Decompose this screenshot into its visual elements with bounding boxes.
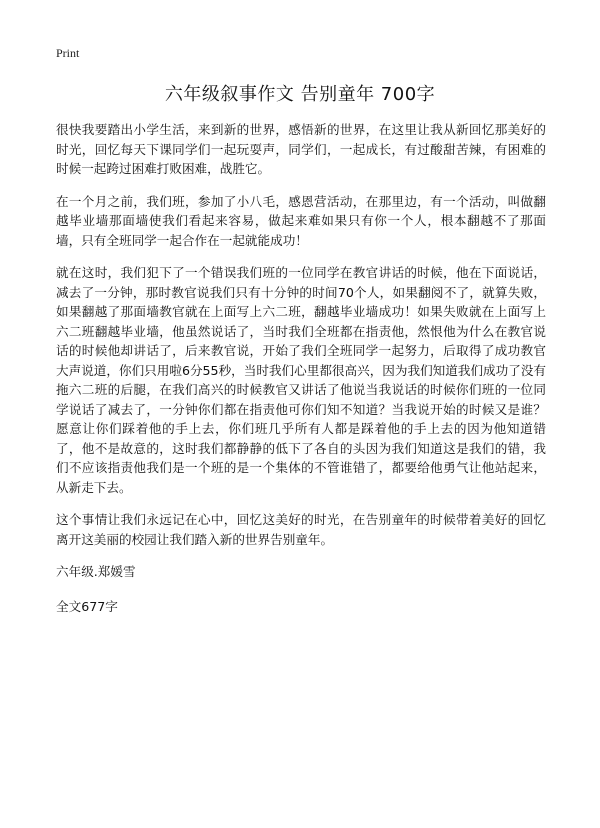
author-signature: 六年级.郑媛雪: [56, 564, 136, 579]
word-count: 全文677字: [56, 598, 118, 614]
article-paragraph: 就在这时，我们犯下了一个错误我们班的一位同学在教官讲话的时候，他在下面说话，减去了一分钟，那时教官说我们只有十分钟的时间70个人，如果翻阅不了，就算失败，如果翻越了那面墙教官就在上面写上六二班，翻越毕业墙成功！如果失败就在上面写上六二班翻越毕业墙，他虽然说话了，当时我们全班都在指责他，然恨他为什么在教官说话的时候他却讲话了，后来教官说，开始了我们全班同学一起努力，后取得了成功教官大声说道，你们只用啦6分55秒，当时我们心里都很高兴，因为我们知道我们成功了没有拖六二班的后腿，在我们高兴的时候教官又讲话了他说当我说话的时候你们班的一位同学说话了减去了，一分钟你们都在指责他可你们知不知道？当我说开始的时候又是谁？愿意让你们踩着他的手上去，你们班几乎所有人都是踩着他的手上去的因为他知道错了，他不是故意的，这时我们都静静的低下了各自的头因为我们知道这是我们的错，我们不应该指责他我们是一个班的是一个集体的不管谁错了，都要给他勇气让他站起来，从新走下去。: [56, 265, 547, 495]
article-title: 六年级叙事作文 告别童年 700字: [164, 84, 436, 105]
article-paragraph: 在一个月之前，我们班，参加了小八毛，感恩营活动，在那里边，有一个活动，叫做翻越毕业墙那面墙使我们看起来容易，做起来难如果只有你一个人，根本翻越不了那面墙，只有全班同学一起合作在一起就能成功！: [56, 193, 546, 248]
article-body: [56, 120, 546, 631]
article-paragraph: 很快我要踏出小学生活，来到新的世界，感悟新的世界，在这里让我从新回忆那美好的时光，回忆每天下课同学们一起玩耍声，同学们，一起成长，有过酸甜苦辣，有困难的时候一起跨过困难打败困难，战胜它。: [56, 122, 546, 176]
article-paragraph: 这个事情让我们永远记在心中，回忆这美好的时光，在告别童年的时候带着美好的回忆离开这美丽的校园让我们踏入新的世界告别童年。: [56, 512, 546, 547]
print-link[interactable]: Print: [56, 46, 80, 60]
